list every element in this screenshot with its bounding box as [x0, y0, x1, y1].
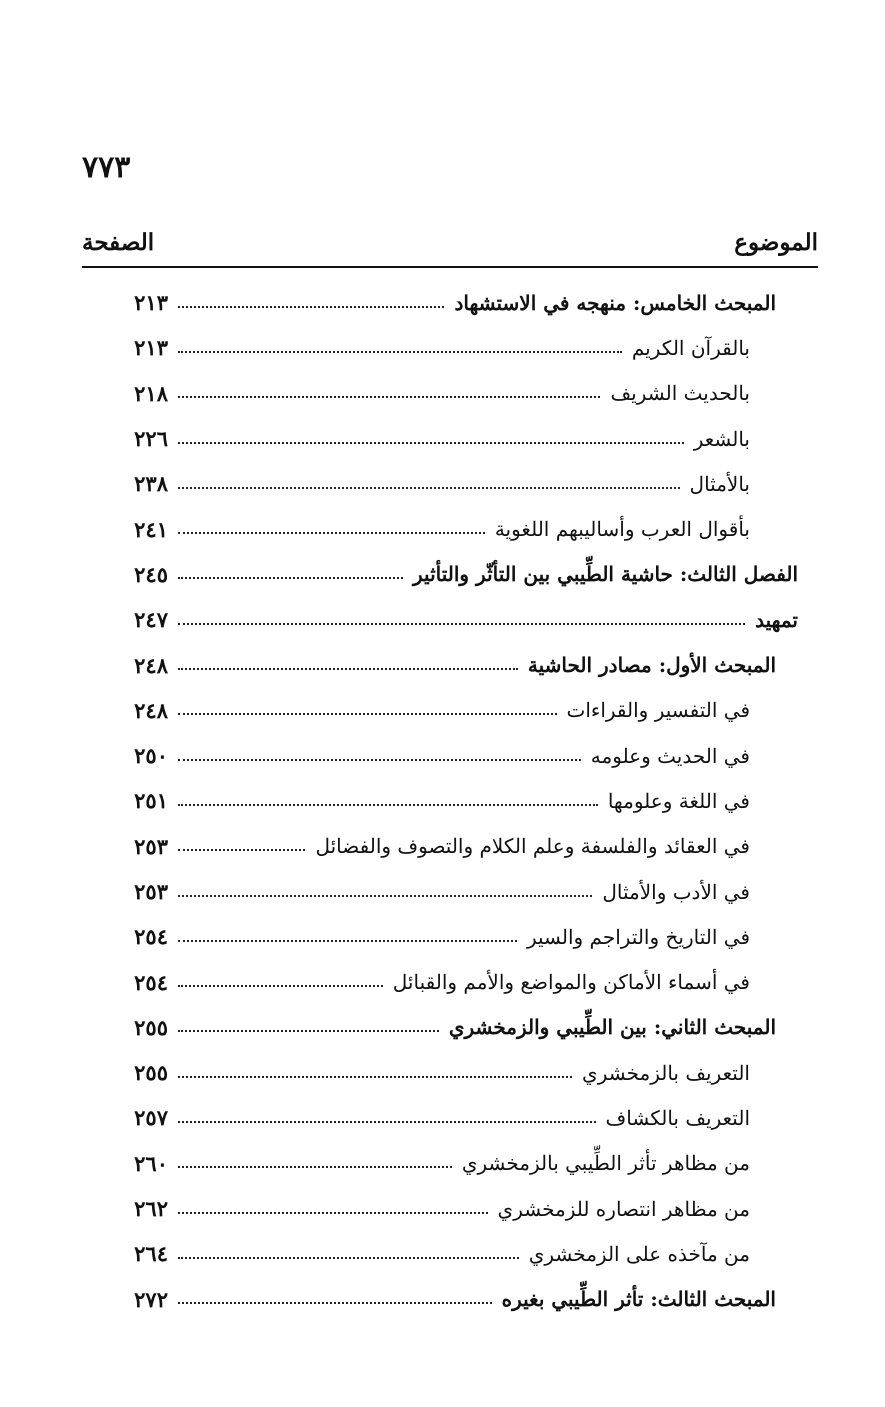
entry-page-number: ٢٥١: [134, 788, 168, 814]
entry-title: بالأمثال: [689, 471, 750, 496]
entry-page-number: ٢١٨: [134, 380, 168, 406]
dot-leader: [178, 1121, 596, 1123]
toc-entry: [82, 416, 802, 461]
dot-leader: [178, 532, 485, 534]
entry-title: في التاريخ والتراجم والسير: [526, 924, 750, 949]
toc-entry: [82, 1277, 802, 1322]
dot-leader: [178, 759, 581, 761]
toc-entry: [82, 959, 802, 1004]
entry-title: بأقوال العرب وأساليبهم اللغوية: [494, 517, 750, 542]
dot-leader: [178, 804, 598, 806]
entry-page-number: ٢٦٠: [134, 1150, 168, 1176]
dot-leader: [178, 1166, 452, 1168]
entry-page-number: ٢٥٧: [134, 1105, 168, 1131]
dot-leader: [178, 849, 305, 851]
dot-leader: [178, 895, 592, 897]
entry-page-number: ٢٧٢: [134, 1286, 168, 1312]
entry-page-number: ٢٥٥: [134, 1014, 168, 1040]
dot-leader: [178, 577, 403, 579]
dot-leader: [178, 985, 383, 987]
toc-entry: [82, 733, 802, 778]
dot-leader: [178, 940, 517, 942]
header-divider: [82, 266, 818, 268]
toc-entry: [82, 1186, 802, 1231]
entry-title: من مظاهر تأثر الطِّيبي بالزمخشري: [461, 1151, 750, 1176]
entry-title: في التفسير والقراءات: [566, 698, 750, 723]
toc-entry: [82, 1095, 802, 1140]
toc-list: [82, 280, 802, 1322]
entry-title: في الأدب والأمثال: [602, 879, 750, 904]
toc-entry: [82, 371, 802, 416]
toc-entry: [82, 506, 802, 551]
entry-title: المبحث الثالث: تأثر الطِّيبي بغيره: [501, 1287, 776, 1312]
page-number: ٧٧٣: [82, 150, 131, 185]
toc-header: [82, 222, 818, 262]
entry-page-number: ٢١٣: [134, 335, 168, 361]
entry-title: المبحث الأول: مصادر الحاشية: [527, 653, 776, 678]
dot-leader: [178, 1212, 488, 1214]
entry-title: بالحديث الشريف: [610, 381, 750, 406]
entry-title: من مظاهر انتصاره للزمخشري: [497, 1196, 750, 1221]
entry-page-number: ٢٣٨: [134, 471, 168, 497]
entry-page-number: ٢١٣: [134, 290, 168, 316]
dot-leader: [178, 668, 518, 670]
entry-title: التعريف بالكشاف: [605, 1105, 750, 1130]
entry-page-number: ٢٥٣: [134, 833, 168, 859]
entry-title: من مآخذه على الزمخشري: [528, 1241, 750, 1266]
toc-entry: [82, 688, 802, 733]
entry-page-number: ٢٥٤: [134, 924, 168, 950]
dot-leader: [178, 1030, 439, 1032]
toc-entry: [82, 1141, 802, 1186]
entry-title: المبحث الخامس: منهجه في الاستشهاد: [454, 290, 776, 315]
dot-leader: [178, 623, 745, 625]
dot-leader: [178, 351, 622, 353]
toc-entry: [82, 280, 802, 325]
toc-entry: [82, 461, 802, 506]
toc-entry: [82, 1050, 802, 1095]
dot-leader: [178, 442, 684, 444]
entry-page-number: ٢٦٤: [134, 1241, 168, 1267]
toc-entry: [82, 1231, 802, 1276]
dot-leader: [178, 306, 444, 308]
entry-page-number: ٢٥٤: [134, 969, 168, 995]
toc-entry: [82, 597, 802, 642]
entry-title: الفصل الثالث: حاشية الطِّيبي بين التأثّر والتأثير: [413, 562, 798, 587]
entry-page-number: ٢٦٢: [134, 1196, 168, 1222]
toc-entry: [82, 642, 802, 687]
entry-page-number: ٢٤٥: [134, 561, 168, 587]
entry-title: تمهيد: [755, 607, 798, 632]
dot-leader: [178, 713, 557, 715]
dot-leader: [178, 487, 680, 489]
entry-page-number: ٢٥٥: [134, 1060, 168, 1086]
toc-entry: [82, 552, 802, 597]
entry-title: في الحديث وعلومه: [590, 743, 750, 768]
entry-page-number: ٢٢٦: [134, 426, 168, 452]
toc-entry: [82, 824, 802, 869]
toc-entry: [82, 325, 802, 370]
topic-column-label: الموضوع: [734, 228, 818, 256]
entry-page-number: ٢٤٧: [134, 607, 168, 633]
toc-entry: [82, 869, 802, 914]
entry-title: في العقائد والفلسفة وعلم الكلام والتصوف والفضائل: [315, 834, 750, 859]
entry-page-number: ٢٥٠: [134, 743, 168, 769]
toc-entry: [82, 1005, 802, 1050]
toc-entry: [82, 914, 802, 959]
entry-title: التعريف بالزمخشري: [582, 1060, 750, 1085]
entry-title: بالشعر: [693, 426, 750, 451]
entry-title: في اللغة وعلومها: [607, 788, 750, 813]
entry-page-number: ٢٤٨: [134, 697, 168, 723]
toc-entry: [82, 778, 802, 823]
entry-title: المبحث الثاني: بين الطِّيبي والزمخشري: [448, 1015, 776, 1040]
dot-leader: [178, 1302, 492, 1304]
entry-page-number: ٢٤١: [134, 516, 168, 542]
page-column-label: الصفحة: [82, 228, 155, 256]
entry-title: بالقرآن الكريم: [631, 335, 750, 360]
dot-leader: [178, 396, 600, 398]
entry-title: في أسماء الأماكن والمواضع والأمم والقبائل: [392, 970, 750, 995]
dot-leader: [178, 1076, 572, 1078]
entry-page-number: ٢٤٨: [134, 652, 168, 678]
entry-page-number: ٢٥٣: [134, 879, 168, 904]
dot-leader: [178, 1257, 519, 1259]
